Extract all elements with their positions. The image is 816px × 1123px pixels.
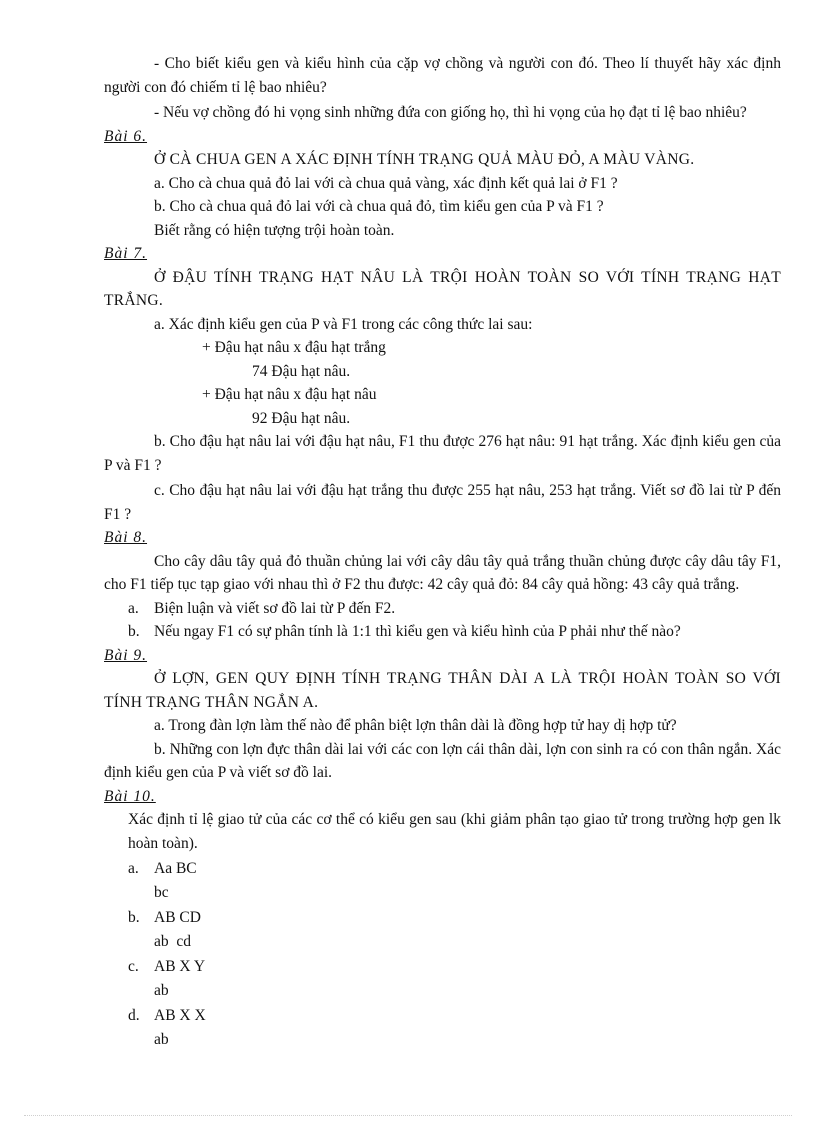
bai8-statement: Cho cây dâu tây quả đỏ thuần chủng lai với cây dâu tây quả trắng thuần chủng được cây dâu tây F1, cho F1 tiếp tục tạp giao với nhau thì ở F2 thu được: 42 cây quả đỏ: 84 cây quả hồng: 43 cây quả trắng. [104,552,781,593]
bai10-item-c [104,955,781,979]
genotype-top: Aa BC [154,860,197,877]
genotype-bottom: ab [154,1030,169,1048]
bai10-item-b [104,906,781,930]
intro-paragraph-2: - Nếu vợ chồng đó hi vọng sinh những đứa con giống họ, thì hi vọng của họ đạt tỉ lệ bao nhiêu? [154,104,747,121]
bai7-question-a: a. Xác định kiểu gen của P và F1 trong các công thức lai sau: [154,315,533,333]
bai10-item-a [104,857,781,881]
genotype-bottom: ab cd [154,932,192,950]
bai10-statement: Xác định tỉ lệ giao tử của các cơ thể có kiểu gen sau (khi giảm phân tạo giao tử trong trường hợp gen lk hoàn toàn). [128,811,781,852]
genotype-bottom: ab [154,981,169,999]
list-label: d. [128,1007,140,1024]
genotype-top: AB X X [154,1007,206,1024]
genotype-bottom: bc [154,883,169,901]
bai10-item-d [104,1004,781,1028]
bai7-result-2: 92 Đậu hạt nâu. [252,409,351,427]
bai9-question-a: a. Trong đàn lợn làm thế nào để phân biệt lợn thân dài là đồng hợp tử hay dị hợp tử? [154,717,677,734]
bai7-result-1: 74 Đậu hạt nâu. [252,362,351,380]
bai6-title: Bài 6. [104,127,148,145]
page-footer-divider [24,1115,792,1116]
bai7-title: Bài 7. [104,245,148,262]
genotype-top: AB X Y [154,958,206,975]
bai6-note: Biết rằng có hiện tượng trội hoàn toàn. [154,221,395,239]
bai7-question-c: c. Cho đậu hạt nâu lai với đậu hạt trắng thu được 255 hạt nâu, 253 hạt trắng. Viết sơ đồ lai từ P đến F1 ? [104,482,781,523]
bai6-question-b: b. Cho cà chua quả đỏ lai với cà chua quả đỏ, tìm kiểu gen của P và F1 ? [154,198,604,215]
list-label: b. [128,909,140,926]
list-label: a. [128,860,139,877]
bai6-question-a: a. Cho cà chua quả đỏ lai với cà chua quả vàng, xác định kết quả lai ở F1 ? [154,174,618,192]
bai9-title: Bài 9. [104,646,148,664]
document-page [104,52,781,1051]
intro-paragraph-1: - Cho biết kiểu gen và kiểu hình của cặp vợ chồng và người con đó. Theo lí thuyết hãy xác định người con đó chiếm tỉ lệ bao nhiêu? [104,55,781,96]
list-label: c. [128,958,139,975]
list-label: a. [128,599,139,617]
bai6-statement: Ở CÀ CHUA GEN A XÁC ĐỊNH TÍNH TRẠNG QUẢ MÀU ĐỎ, A MÀU VÀNG. [154,151,695,168]
bai7-cross-2: + Đậu hạt nâu x đậu hạt nâu [202,386,377,403]
bai7-question-b: b. Cho đậu hạt nâu lai với đậu hạt nâu, F1 thu được 276 hạt nâu: 91 hạt trắng. Xác định kiểu gen của P và F1 ? [104,433,781,474]
bai8-item-a [104,597,781,621]
bai9-statement: Ở LỢN, GEN QUY ĐỊNH TÍNH TRẠNG THÂN DÀI A LÀ TRỘI HOÀN TOÀN SO VỚI TÍNH TRẠNG THÂN NGẮN A. [104,670,781,711]
list-text: Biện luận và viết sơ đồ lai từ P đến F2. [154,599,396,617]
bai7-statement: Ở ĐẬU TÍNH TRẠNG HẠT NÂU LÀ TRỘI HOÀN TOÀN SO VỚI TÍNH TRẠNG HẠT TRẮNG. [104,268,781,309]
bai10-title: Bài 10. [104,787,156,805]
genotype-top: AB CD [154,909,201,926]
bai8-item-b [104,620,781,644]
list-text: Nếu ngay F1 có sự phân tính là 1:1 thì kiểu gen và kiểu hình của P phải như thế nào? [154,623,681,640]
bai7-cross-1: + Đậu hạt nâu x đậu hạt trắng [202,339,386,356]
bai8-title: Bài 8. [104,529,148,546]
bai9-question-b: b. Những con lợn đực thân dài lai với các con lợn cái thân dài, lợn con sinh ra có con thân ngắn. Xác định kiểu gen của P và viết sơ đồ lai. [104,740,781,781]
list-label: b. [128,623,140,640]
